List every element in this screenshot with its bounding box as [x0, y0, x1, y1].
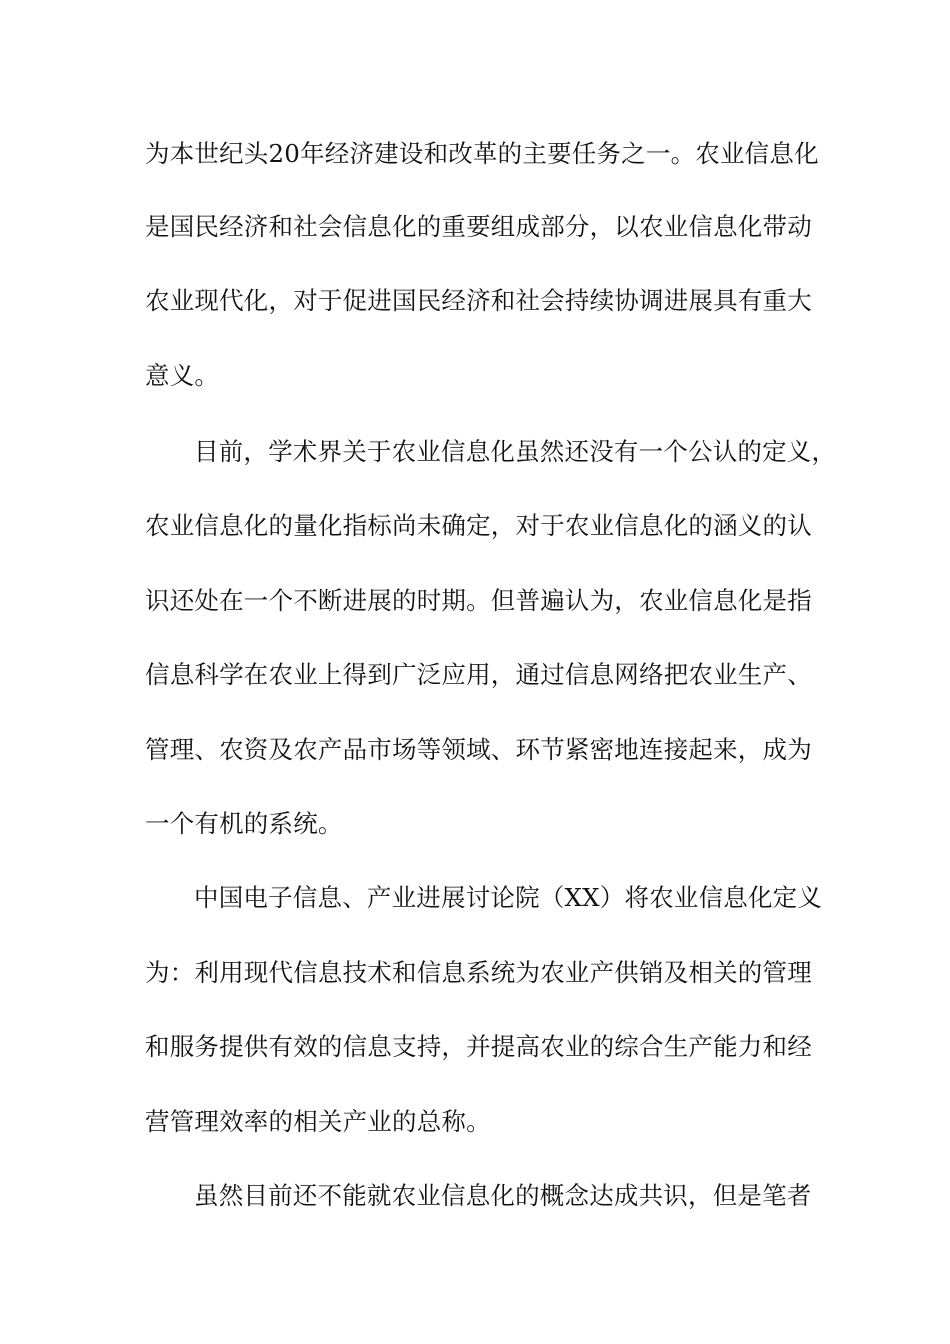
- text-line: 信息科学在农业上得到广泛应用，通过信息网络把农业生产、: [145, 660, 812, 689]
- text-line: 农业现代化，对于促进国民经济和社会持续协调进展具有重大: [145, 286, 812, 315]
- text-line: 是国民经济和社会信息化的重要组成部分，以农业信息化带动: [145, 212, 812, 241]
- text-line: 管理、农资及农产品市场等领域、环节紧密地连接起来，成为: [145, 735, 812, 764]
- text-line: 农业信息化的量化指标尚未确定，对于农业信息化的涵义的认: [145, 511, 812, 540]
- text-line: 识还处在一个不断进展的时期。但普遍认为，农业信息化是指: [145, 586, 812, 615]
- text-line: 一个有机的系统。: [145, 809, 343, 838]
- text-line: 营管理效率的相关产业的总称。: [145, 1107, 491, 1136]
- text-line: 为：利用现代信息技术和信息系统为农业产供销及相关的管理: [145, 958, 812, 987]
- paragraph-first-line: 虽然目前还不能就农业信息化的概念达成共识，但是笔者: [194, 1181, 812, 1210]
- paragraph-first-line: 目前，学术界关于农业信息化虽然还没有一个公认的定义，: [194, 437, 837, 466]
- text-line: 意义。: [145, 361, 220, 390]
- text-line: 为本世纪头20年经济建设和改革的主要任务之一。农业信息化: [145, 139, 819, 168]
- paragraph-first-line: 中国电子信息、产业进展讨论院（XX）将农业信息化定义: [194, 883, 823, 912]
- text-line: 和服务提供有效的信息支持，并提高农业的综合生产能力和经: [145, 1032, 812, 1061]
